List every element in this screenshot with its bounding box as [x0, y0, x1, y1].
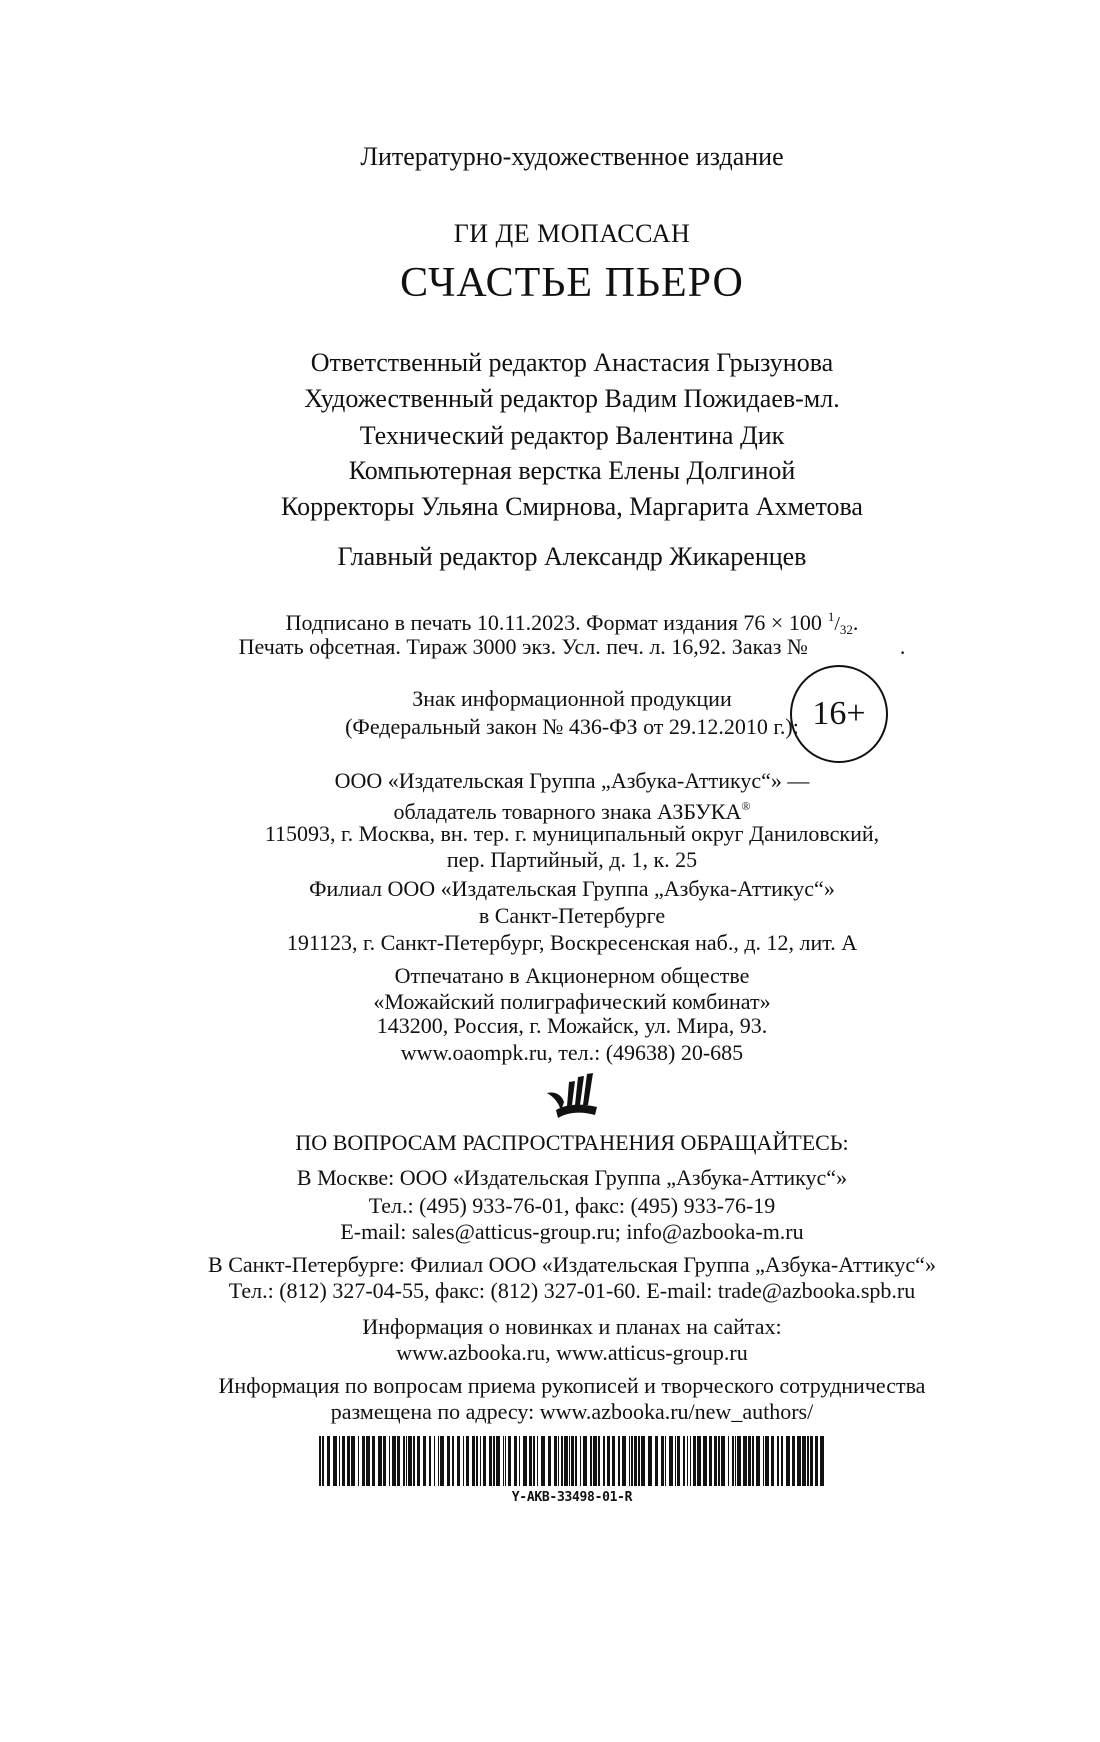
barcode-bar: [631, 1436, 633, 1486]
credit-layout: Компьютерная верстка Елены Долгиной: [348, 456, 796, 485]
barcode-bar: [771, 1436, 774, 1486]
distribution-moscow-2: Тел.: (495) 933-76-01, факс: (495) 933-76-19: [368, 1193, 776, 1218]
barcode-bar: [683, 1436, 685, 1486]
barcode-icon: [319, 1436, 827, 1486]
barcode-bar: [342, 1436, 345, 1486]
format-denominator: 32: [839, 622, 853, 637]
publisher-trademark-text: обладатель товарного знака АЗБУКА: [393, 799, 742, 824]
barcode-bar: [561, 1436, 563, 1486]
signed-to-print-text: Подписано в печать 10.11.2023. Формат издания 76 × 100: [285, 610, 822, 635]
barcode-bar: [752, 1436, 754, 1486]
barcode-bar: [358, 1436, 359, 1486]
barcode-bar: [457, 1436, 460, 1486]
barcode-bar: [322, 1436, 324, 1486]
barcode-bar: [423, 1436, 426, 1486]
logo-stroke-2: [575, 1076, 584, 1105]
barcode-bar: [339, 1436, 340, 1486]
barcode-bar: [466, 1436, 469, 1486]
barcode-bar: [483, 1436, 486, 1486]
distribution-heading: ПО ВОПРОСАМ РАСПРОСТРАНЕНИЯ ОБРАЩАЙТЕСЬ:: [295, 1130, 849, 1155]
barcode-bar: [709, 1436, 712, 1486]
barcode-bar: [777, 1436, 779, 1486]
age-rating-label-2: (Федеральный закон № 436-ФЗ от 29.12.2010 г.):: [345, 714, 799, 739]
barcode-bar: [655, 1436, 658, 1486]
barcode-bar: [514, 1436, 517, 1486]
credit-responsible-editor: Ответственный редактор Анастасия Грызунова: [310, 348, 834, 377]
book-title: СЧАСТЬЕ ПЬЕРО: [400, 260, 744, 306]
barcode-bar: [537, 1436, 538, 1486]
barcode-bar: [721, 1436, 725, 1486]
barcode-bar: [677, 1436, 680, 1486]
edition-type: Литературно-художественное издание: [360, 142, 784, 171]
barcode-bar: [765, 1436, 769, 1486]
barcode-bar: [505, 1436, 506, 1486]
print-run-line: [72, 633, 1072, 661]
age-rating-label-1: Знак информационной продукции: [412, 686, 732, 711]
barcode-bar: [372, 1436, 375, 1486]
barcode-bar: [434, 1436, 435, 1486]
barcode-bar: [523, 1436, 527, 1486]
credit-art-editor: Художественный редактор Вадим Пожидаев-мл.: [304, 384, 840, 413]
barcode-bar: [665, 1436, 666, 1486]
barcode-bar: [622, 1436, 626, 1486]
publisher-address-2: пер. Партийный, д. 1, к. 25: [446, 847, 698, 872]
barcode-bar: [607, 1436, 610, 1486]
barcode-bar: [737, 1436, 741, 1486]
barcode-bar: [472, 1436, 475, 1486]
barcode-bar: [675, 1436, 676, 1486]
logo-stroke-1: [567, 1081, 575, 1106]
print-run-end: .: [899, 634, 906, 659]
news-info-2: www.azbooka.ru, www.atticus-group.ru: [396, 1340, 748, 1365]
barcode-bar: [397, 1436, 400, 1486]
barcode-bar: [413, 1436, 415, 1486]
barcode-bar: [452, 1436, 454, 1486]
barcode-bar: [792, 1436, 795, 1486]
barcode-bar: [693, 1436, 696, 1486]
publisher-name: ООО «Издательская Группа „Азбука-Аттикус“» —: [334, 768, 810, 793]
distribution-moscow-3: E-mail: sales@atticus-group.ru; info@azbooka-m.ru: [340, 1219, 804, 1244]
barcode-bar: [389, 1436, 390, 1486]
barcode-bar: [703, 1436, 707, 1486]
barcode-bar: [548, 1436, 551, 1486]
distribution-moscow-1: В Москве: ООО «Издательская Группа „Азбука-Аттикус“»: [296, 1165, 848, 1190]
manuscripts-info-1: Информация по вопросам приема рукописей и творческого сотрудничества: [218, 1373, 926, 1398]
barcode-bar: [629, 1436, 630, 1486]
barcode-bar: [735, 1436, 736, 1486]
barcode-bar: [583, 1436, 587, 1486]
printer-line-2: «Можайский полиграфический комбинат»: [373, 989, 771, 1014]
barcode-bar: [417, 1436, 420, 1486]
logo-stroke-3: [583, 1073, 593, 1105]
barcode-bar: [756, 1436, 760, 1486]
barcode-bar: [820, 1436, 824, 1486]
barcode-bar: [529, 1436, 532, 1486]
barcode-bar: [669, 1436, 673, 1486]
barcode-bar: [802, 1436, 806, 1486]
publisher-address-1: 115093, г. Москва, вн. тер. г. муниципальный округ Даниловский,: [264, 821, 880, 846]
credit-technical-editor: Технический редактор Валентина Дик: [359, 421, 785, 450]
branch-name: Филиал ООО «Издательская Группа „Азбука-Аттикус“»: [309, 876, 835, 901]
barcode-bar: [347, 1436, 350, 1486]
barcode-bar: [638, 1436, 640, 1486]
news-info-1: Информация о новинках и планах на сайтах:: [362, 1314, 782, 1339]
book-author: ГИ ДЕ МОПАССАН: [453, 219, 691, 248]
registered-trademark-symbol: ®: [741, 799, 751, 813]
format-slash: /: [834, 613, 840, 635]
barcode-bar: [408, 1436, 412, 1486]
barcode-bar: [815, 1436, 818, 1486]
barcode-bar: [508, 1436, 511, 1486]
barcode-bar: [571, 1436, 574, 1486]
barcode-bar: [748, 1436, 751, 1486]
barcode-bar: [807, 1436, 809, 1486]
barcode-bar: [383, 1436, 386, 1486]
barcode-bar: [533, 1436, 535, 1486]
barcode-bar: [558, 1436, 559, 1486]
barcode-bar: [603, 1436, 605, 1486]
print-run-text: Печать офсетная. Тираж 3000 экз. Усл. печ. л. 16,92. Заказ №: [238, 634, 808, 659]
barcode-bar: [489, 1436, 492, 1486]
barcode-bar: [429, 1436, 431, 1486]
manuscripts-info-2: размещена по адресу: www.azbooka.ru/new_authors/: [330, 1399, 814, 1424]
barcode-bar: [648, 1436, 652, 1486]
barcode-bar: [732, 1436, 734, 1486]
barcode-bar: [763, 1436, 764, 1486]
barcode-bar: [440, 1436, 444, 1486]
barcode-bar: [797, 1436, 801, 1486]
barcode-bar: [634, 1436, 637, 1486]
barcode-bar: [333, 1436, 337, 1486]
signed-end: .: [852, 610, 859, 635]
barcode-bar: [480, 1436, 481, 1486]
barcode-bar: [403, 1436, 405, 1486]
barcode-bar: [541, 1436, 545, 1486]
barcode-bar: [598, 1436, 600, 1486]
chief-editor: Главный редактор Александр Жикаренцев: [337, 542, 807, 571]
barcode-bar: [593, 1436, 597, 1486]
barcode-bar: [728, 1436, 729, 1486]
barcode-bar: [697, 1436, 701, 1486]
barcode-bar: [569, 1436, 570, 1486]
credit-proofreaders: Корректоры Ульяна Смирнова, Маргарита Ахметова: [281, 492, 863, 521]
barcode-bar: [641, 1436, 645, 1486]
branch-address: 191123, г. Санкт-Петербург, Воскресенская наб., д. 12, лит. А: [286, 930, 858, 955]
barcode-bar: [810, 1436, 813, 1486]
barcode-bar: [714, 1436, 717, 1486]
distribution-spb-1: В Санкт-Петербурге: Филиал ООО «Издательская Группа „Азбука-Аттикус“»: [208, 1252, 936, 1277]
barcode-bar: [564, 1436, 568, 1486]
barcode-bar: [406, 1436, 407, 1486]
barcode-bar: [612, 1436, 615, 1486]
barcode-bar: [519, 1436, 520, 1486]
printer-line-4: www.oaompk.ru, тел.: (49638) 20-685: [400, 1040, 744, 1065]
barcode-bar: [575, 1436, 577, 1486]
format-numerator: 1: [827, 609, 835, 624]
barcode-bar: [476, 1436, 478, 1486]
barcode-bar: [463, 1436, 464, 1486]
barcode-bar: [447, 1436, 450, 1486]
barcode-bar: [319, 1436, 321, 1486]
distribution-spb-2: Тел.: (812) 327-04-55, факс: (812) 327-01-60. E-mail: trade@azbooka.spb.ru: [228, 1278, 916, 1303]
barcode-bar: [687, 1436, 688, 1486]
barcode-bar: [618, 1436, 620, 1486]
barcode-bar: [362, 1436, 365, 1486]
barcode-bar: [718, 1436, 720, 1486]
barcode-bar: [392, 1436, 396, 1486]
barcode-bar: [786, 1436, 790, 1486]
barcode-bar: [366, 1436, 370, 1486]
barcode-bar: [554, 1436, 557, 1486]
barcode-bar: [661, 1436, 664, 1486]
barcode-code: Y-AKB-33498-01-R: [511, 1490, 633, 1505]
barcode-bar: [327, 1436, 330, 1486]
printer-line-3: 143200, Россия, г. Можайск, ул. Мира, 93.: [376, 1013, 768, 1038]
age-rating-badge: 16+: [790, 665, 888, 763]
barcode-bar: [503, 1436, 504, 1486]
printer-line-1: Отпечатано в Акционерном обществе: [394, 963, 750, 988]
barcode-bar: [493, 1436, 495, 1486]
barcode-bar: [580, 1436, 581, 1486]
barcode-bar: [781, 1436, 783, 1486]
barcode-bar: [590, 1436, 592, 1486]
barcode-bar: [438, 1436, 439, 1486]
barcode-bar: [496, 1436, 500, 1486]
barcode-bar: [743, 1436, 747, 1486]
branch-city: в Санкт-Петербурге: [478, 903, 666, 928]
barcode-bar: [351, 1436, 355, 1486]
barcode-bar: [378, 1436, 382, 1486]
azbuka-logo-icon: [546, 1072, 598, 1118]
barcode-bar: [690, 1436, 691, 1486]
